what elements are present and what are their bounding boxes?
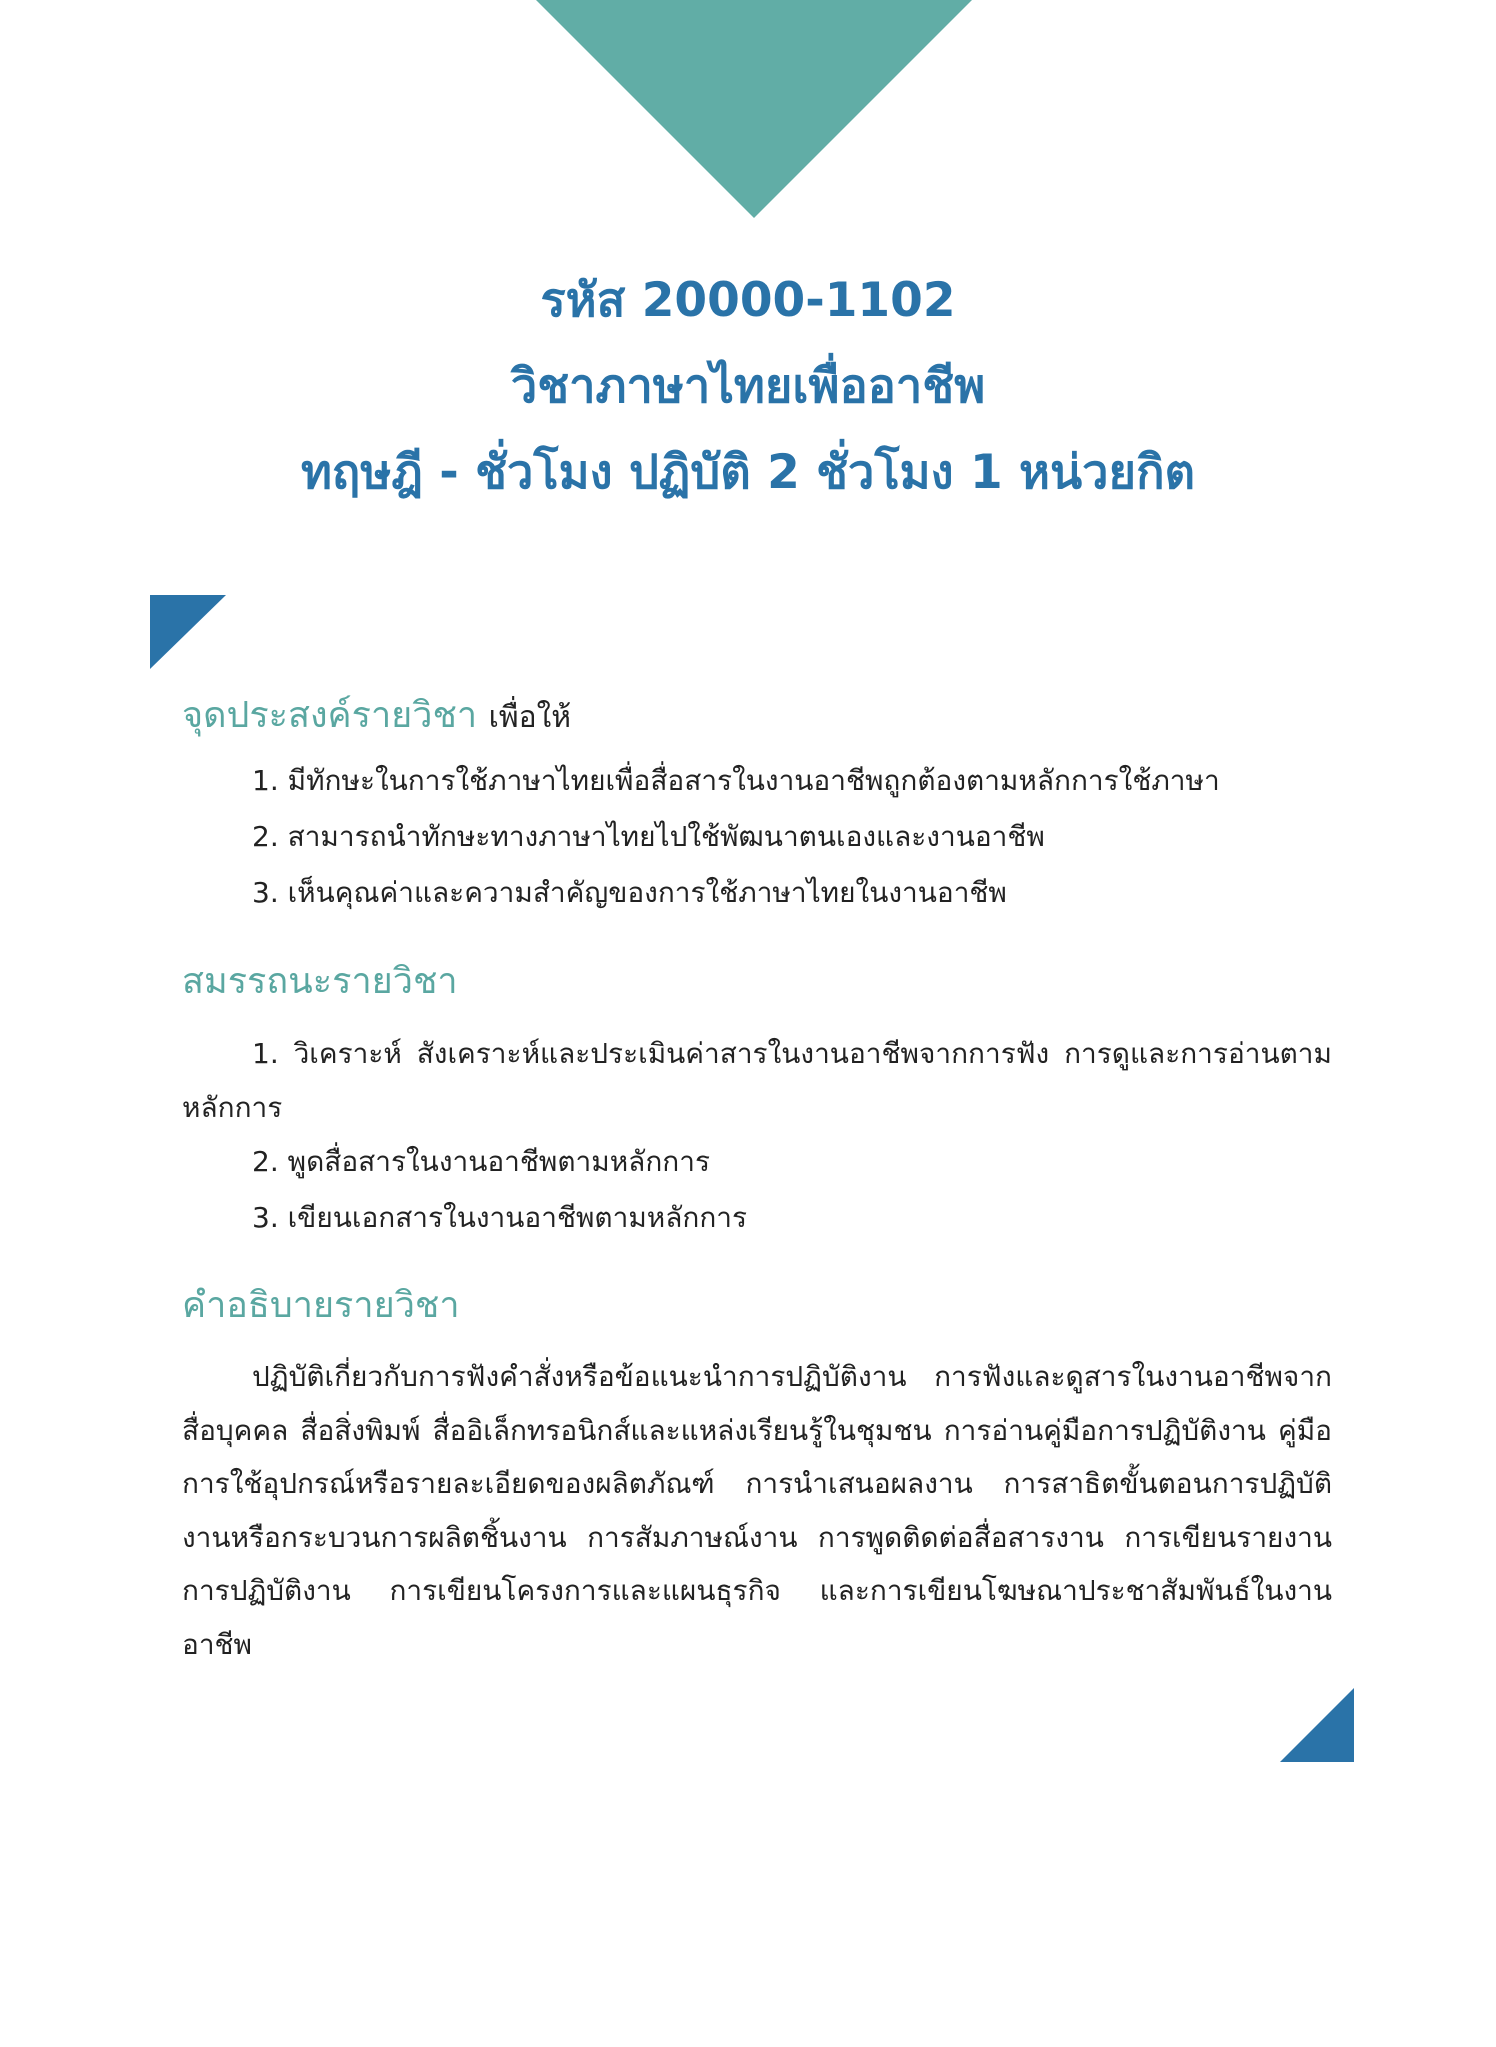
objectives-list [252,753,1332,921]
competencies-list [252,1134,1332,1246]
top-teal-triangle [0,0,1496,230]
course-hours: ทฤษฎี - ชั่วโมง ปฏิบัติ 2 ชั่วโมง 1 หน่วยกิต [300,445,1196,500]
bottom-right-blue-corner-triangle [1280,1688,1356,1764]
description-text: ปฏิบัติเกี่ยวกับการฟังคำสั่งหรือข้อแนะนำการปฏิบัติงาน การฟังและดูสารในงานอาชีพจากสื่อบุคคล สื่อสิ่งพิมพ์ สื่ออิเล็กทรอนิกส์และแหล่งเรียนรู้ในชุมชน การอ่านคู่มือการปฏิบัติงาน คู่มือการใช้อุปกรณ์หรือรายละเอียดของผลิตภัณฑ์ การนำเสนอผลงาน การสาธิตขั้นตอนการปฏิบัติงานหรือกระบวนการผลิตชิ้นงาน การสัมภาษณ์งาน การพูดติดต่อสื่อสารงาน การเขียนรายงานการปฏิบัติงาน การเขียนโครงการและแผนธุรกิจ และการเขียนโฆษณาประชาสัมพันธ์ในงานอาชีพ [182,1360,1332,1661]
list-item: 2. พูดสื่อสารในงานอาชีพตามหลักการ [252,1145,711,1178]
left-blue-corner-triangle [150,595,226,671]
course-code: รหัส 20000-1102 [540,273,956,328]
objectives-lead: เพื่อให้ [488,700,572,735]
competency-item-1: 1. วิเคราะห์ สังเคราะห์และประเมินค่าสารในงานอาชีพจากการฟัง การดูและการอ่านตามหลักการ [182,1037,1332,1124]
objectives-heading: จุดประสงค์รายวิชา [182,695,478,736]
competencies-heading: สมรรถนะรายวิชา [182,961,458,1002]
list-item: 3. เห็นคุณค่าและความสำคัญของการใช้ภาษาไทยในงานอาชีพ [252,876,1007,909]
list-item: 3. เขียนเอกสารในงานอาชีพตามหลักการ [252,1201,748,1234]
course-subject: วิชาภาษาไทยเพื่ออาชีพ [510,359,986,414]
list-item: 1. มีทักษะในการใช้ภาษาไทยเพื่อสื่อสารในงานอาชีพถูกต้องตามหลักการใช้ภาษา [252,764,1220,797]
course-title-block [0,258,1496,516]
objectives-heading-row [182,686,571,743]
description-heading: คำอธิบายรายวิชา [182,1285,460,1326]
list-item: 2. สามารถนำทักษะทางภาษาไทยไปใช้พัฒนาตนเองและงานอาชีพ [252,820,1045,853]
